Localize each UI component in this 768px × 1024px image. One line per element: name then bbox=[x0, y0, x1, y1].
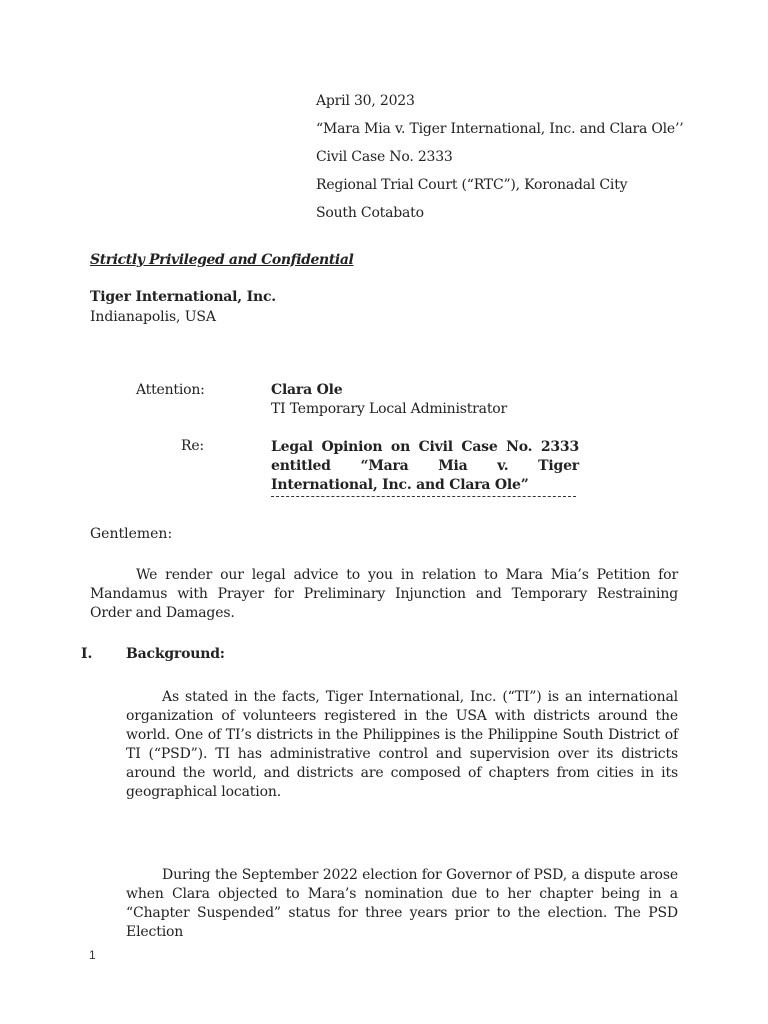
attention-label: Attention: bbox=[136, 382, 205, 398]
addressee-name: Tiger International, Inc. bbox=[90, 289, 276, 305]
background-paragraph-2: During the September 2022 election for Governor of PSD, a dispute arose when Clara objected to Mara’s nomination due to her chapter being in a “Chapter Suspended” status for three years prior to the election. The PSD Election bbox=[126, 867, 678, 940]
court-name: Regional Trial Court (“RTC”), Koronadal City bbox=[316, 177, 628, 193]
province: South Cotabato bbox=[316, 205, 424, 221]
re-subject: Legal Opinion on Civil Case No. 2333 entitled “Mara Mia v. Tiger International, Inc. and Clara Ole” bbox=[271, 439, 579, 493]
case-number: Civil Case No. 2333 bbox=[316, 149, 453, 165]
subject-divider bbox=[271, 496, 576, 497]
confidentiality-notice: Strictly Privileged and Confidential bbox=[90, 252, 354, 268]
case-title: “Mara Mia v. Tiger International, Inc. and Clara Ole’’ bbox=[316, 121, 684, 137]
background-paragraph-1: As stated in the facts, Tiger International, Inc. (“TI”) is an international organization of volunteers registered in the USA with districts around the world. One of TI’s districts in the Philippines is the Philippine South District of TI (“PSD”). TI has administrative control and supervision over its districts around the world, and districts are composed of chapters from cities in its geographical location. bbox=[126, 689, 678, 800]
letter-date: April 30, 2023 bbox=[316, 93, 415, 109]
section-number: I. bbox=[81, 646, 93, 662]
addressee-city: Indianapolis, USA bbox=[90, 309, 216, 325]
re-label: Re: bbox=[181, 438, 204, 454]
attention-title: TI Temporary Local Administrator bbox=[271, 401, 507, 417]
salutation: Gentlemen: bbox=[90, 526, 173, 542]
section-title: Background: bbox=[126, 646, 225, 662]
page-number: 1 bbox=[89, 948, 96, 962]
intro-paragraph: We render our legal advice to you in relation to Mara Mia’s Petition for Mandamus with Prayer for Preliminary Injunction and Temporary Restraining Order and Damages. bbox=[90, 567, 678, 621]
attention-name: Clara Ole bbox=[271, 382, 343, 398]
